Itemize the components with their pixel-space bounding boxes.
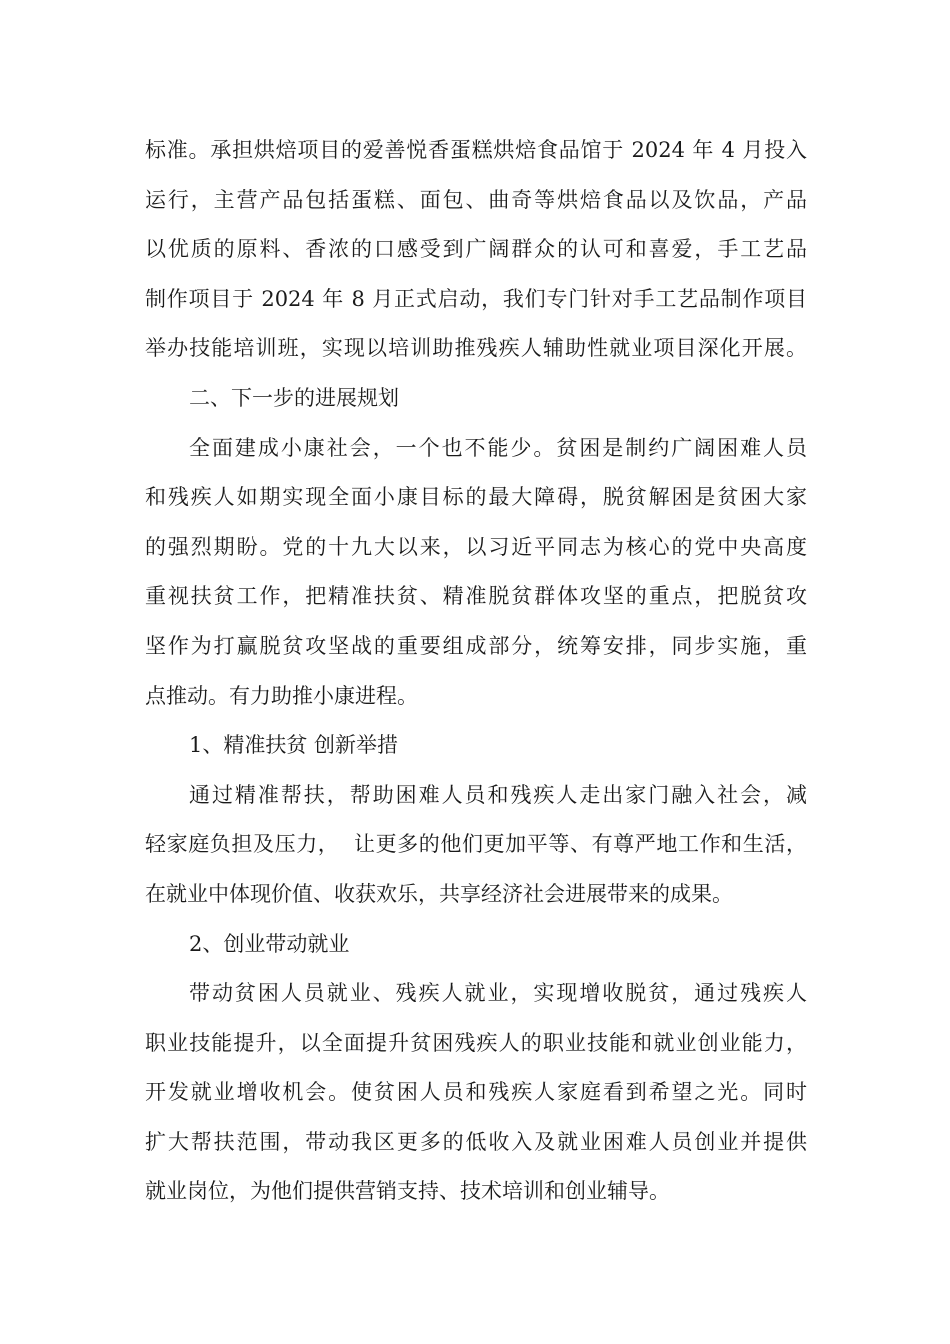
- text-line: 举办技能培训班，实现以培训助推残疾人辅助性就业项目深化开展。: [145, 336, 807, 361]
- document-body: [145, 126, 807, 1217]
- text-line: 扩大帮扶范围，带动我区更多的低收入及就业困难人员创业并提供: [145, 1129, 807, 1154]
- text-line: 通过精准帮扶，帮助困难人员和残疾人走出家门融入社会，减: [189, 782, 807, 807]
- text-line: 坚作为打赢脱贫攻坚战的重要组成部分，统筹安排，同步实施，重: [145, 633, 807, 658]
- text-line: 标准。承担烘焙项目的爱善悦香蛋糕烘焙食品馆于 2024 年 4 月投入: [145, 138, 807, 162]
- text-line: 在就业中体现价值、收获欢乐，共享经济社会进展带来的成果。: [145, 881, 733, 906]
- text-line: 重视扶贫工作，把精准扶贫、精准脱贫群体攻坚的重点，把脱贫攻: [145, 584, 807, 609]
- text-line: 1、精准扶贫 创新举措: [189, 733, 399, 758]
- text-line: 和残疾人如期实现全面小康目标的最大障碍，脱贫解困是贫困大家: [145, 485, 807, 510]
- text-line: 运行，主营产品包括蛋糕、面包、曲奇等烘焙食品以及饮品，产品: [145, 187, 807, 212]
- text-line: 以优质的原料、香浓的口感受到广阔群众的认可和喜爱，手工艺品: [145, 237, 807, 262]
- text-line: 的强烈期盼。党的十九大以来，以习近平同志为核心的党中央高度: [145, 534, 807, 559]
- text-line: 开发就业增收机会。使贫困人员和残疾人家庭看到希望之光。同时: [145, 1080, 807, 1105]
- text-line: 就业岗位，为他们提供营销支持、技术培训和创业辅导。: [145, 1179, 670, 1204]
- text-line: 2、创业带动就业: [189, 931, 350, 956]
- text-line: 全面建成小康社会，一个也不能少。贫困是制约广阔困难人员: [189, 435, 807, 460]
- text-line: 职业技能提升，以全面提升贫困残疾人的职业技能和就业创业能力，: [145, 1030, 807, 1055]
- text-line: 带动贫困人员就业、残疾人就业，实现增收脱贫，通过残疾人: [189, 981, 807, 1006]
- text-line: 点推动。有力助推小康进程。: [145, 683, 418, 708]
- text-line: 制作项目于 2024 年 8 月正式启动，我们专门针对手工艺品制作项目: [145, 286, 807, 311]
- text-line: 二、下一步的进展规划: [189, 385, 399, 410]
- text-line: 轻家庭负担及压力， 让更多的他们更加平等、有尊严地工作和生活，: [145, 832, 807, 857]
